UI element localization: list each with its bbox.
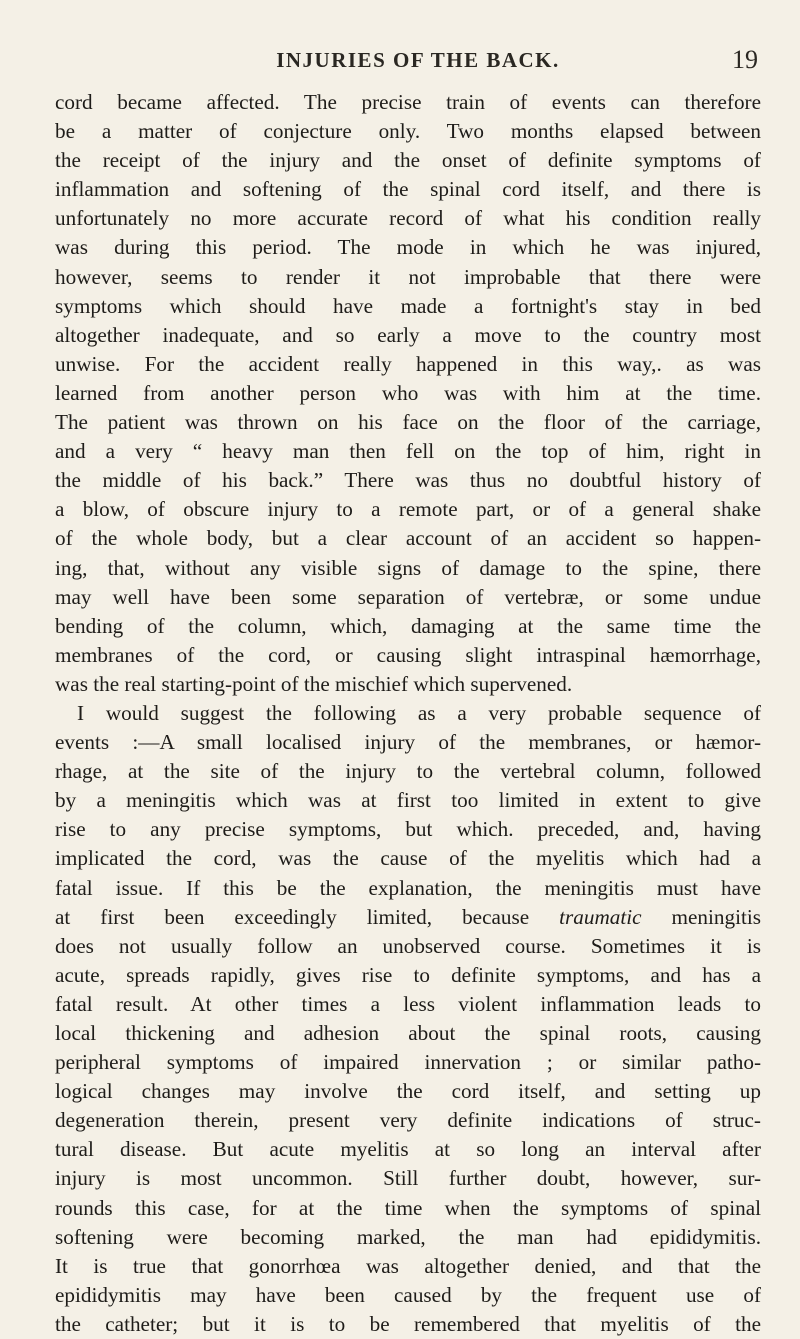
text-line: rise to any precise symptoms, but which. preceded, and, having bbox=[55, 817, 761, 842]
text-line: events :—A small localised injury of the membranes, or hæmor- bbox=[55, 730, 761, 755]
text-line: was during this period. The mode in which he was injured, bbox=[55, 235, 761, 260]
text-line-with-italic bbox=[55, 903, 761, 932]
text-line: of the whole body, but a clear account of an accident so happen- bbox=[55, 526, 761, 551]
text-line: rounds this case, for at the time when the symptoms of spinal bbox=[55, 1195, 761, 1220]
text-line: softening were becoming marked, the man had epididymitis. bbox=[55, 1224, 761, 1249]
text-line: injury is most uncommon. Still further doubt, however, sur- bbox=[55, 1166, 761, 1191]
text-line: cord became affected. The precise train of events can therefore bbox=[55, 90, 761, 114]
text-line: does not usually follow an unobserved course. Sometimes it is bbox=[55, 933, 761, 958]
text-line: implicated the cord, was the cause of the myelitis which had a bbox=[55, 846, 761, 871]
text-line: local thickening and adhesion about the spinal roots, causing bbox=[55, 1021, 761, 1045]
text-line: fatal issue. If this be the explanation, the meningitis must have bbox=[55, 875, 761, 900]
text-line-end: meningitis bbox=[671, 904, 761, 929]
body-text bbox=[55, 88, 761, 1339]
text-line: The patient was thrown on his face on the floor of the carriage, bbox=[55, 410, 761, 435]
text-line: by a meningitis which was at first too limited in extent to give bbox=[55, 788, 761, 813]
text-line: altogether inadequate, and so early a move to the country most bbox=[55, 322, 761, 347]
text-line: peripheral symptoms of impaired innervation ; or similar patho- bbox=[55, 1050, 761, 1075]
page-number: 19 bbox=[732, 45, 758, 74]
text-line: unwise. For the accident really happened in this way,. as was bbox=[55, 351, 761, 376]
text-line: logical changes may involve the cord itself, and setting up bbox=[55, 1079, 761, 1104]
text-line: a blow, of obscure injury to a remote part, or of a general shake bbox=[55, 497, 761, 522]
text-line: inflammation and softening of the spinal cord itself, and there is bbox=[55, 177, 761, 202]
text-line: the receipt of the injury and the onset of definite symptoms of bbox=[55, 148, 761, 173]
text-line: be a matter of conjecture only. Two months elapsed between bbox=[55, 119, 761, 144]
text-line-start: at first been exceedingly limited, because bbox=[55, 904, 530, 929]
text-line: the middle of his back.” There was thus no doubtful history of bbox=[55, 468, 761, 493]
text-line: the catheter; but it is to be remembered that myelitis of the bbox=[55, 1311, 761, 1336]
text-line: tural disease. But acute myelitis at so long an interval after bbox=[55, 1137, 761, 1162]
text-line: degeneration therein, present very definite indications of struc- bbox=[55, 1108, 761, 1133]
text-line: epididymitis may have been caused by the frequent use of bbox=[55, 1282, 761, 1307]
text-line: bending of the column, which, damaging at the same time the bbox=[55, 613, 761, 638]
text-line: It is true that gonorrhœa was altogether denied, and that the bbox=[55, 1253, 761, 1278]
running-title: INJURIES OF THE BACK. bbox=[276, 48, 560, 72]
text-line: membranes of the cord, or causing slight intraspinal hæmorrhage, bbox=[55, 642, 761, 667]
text-line: fatal result. At other times a less violent inflammation leads to bbox=[55, 991, 761, 1016]
italic-term: traumatic bbox=[559, 904, 642, 929]
text-line: however, seems to render it not improbable that there were bbox=[55, 264, 761, 289]
text-line: may well have been some separation of vertebræ, or some undue bbox=[55, 584, 761, 609]
text-line: symptoms which should have made a fortnight's stay in bed bbox=[55, 293, 761, 318]
text-line: unfortunately no more accurate record of what his condition really bbox=[55, 206, 761, 231]
text-line: learned from another person who was with him at the time. bbox=[55, 380, 761, 405]
text-line: acute, spreads rapidly, gives rise to definite symptoms, and has a bbox=[55, 962, 761, 987]
text-line: was the real starting-point of the mischief which supervened. bbox=[55, 671, 573, 696]
text-line: and a very “ heavy man then fell on the top of him, right in bbox=[55, 439, 761, 464]
text-line: I would suggest the following as a very probable sequence of bbox=[77, 700, 761, 725]
text-line: ing, that, without any visible signs of damage to the spine, there bbox=[55, 555, 761, 580]
running-head bbox=[58, 45, 758, 80]
text-line: rhage, at the site of the injury to the vertebral column, followed bbox=[55, 759, 761, 784]
